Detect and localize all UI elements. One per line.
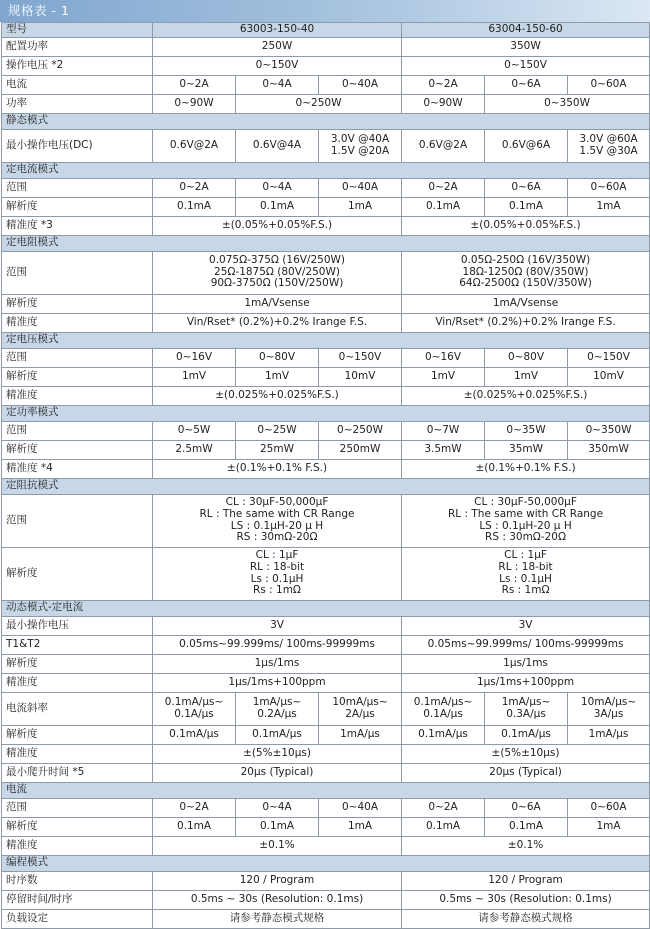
spec-cell: 3V	[153, 616, 402, 635]
spec-row	[2, 763, 650, 782]
spec-row	[2, 459, 650, 478]
section-header	[2, 162, 650, 178]
row-label: 解析度	[2, 367, 153, 386]
spec-cell: 2.5mW	[153, 440, 236, 459]
cell-line: RL : The same with CR Range	[448, 508, 604, 520]
spec-cell: 1mA	[319, 817, 402, 836]
spec-cell: 1mA/Vsense	[153, 294, 402, 313]
spec-cell: 0~350W	[485, 94, 650, 113]
spec-cell: 0~5W	[153, 421, 236, 440]
spec-cell: 0~60A	[568, 75, 650, 94]
spec-cell: 1mV	[236, 367, 319, 386]
spec-row	[2, 94, 650, 113]
spec-cell	[236, 692, 319, 725]
spec-cell: 1mV	[402, 367, 485, 386]
spec-cell	[153, 692, 236, 725]
spec-row	[2, 56, 650, 75]
spec-cell: 请参考静态模式规格	[153, 909, 402, 928]
row-label: 范围	[2, 421, 153, 440]
spec-cell: 1mA	[568, 817, 650, 836]
spec-cell: 1μs/1ms	[153, 654, 402, 673]
row-label: 配置功率	[2, 37, 153, 56]
cell-line: CL : 1μF	[504, 549, 547, 562]
row-label: 精准度	[2, 313, 153, 332]
spec-row	[2, 75, 650, 94]
cell-line: 25Ω-1875Ω (80V/250W)	[214, 265, 340, 278]
row-label: 负载设定	[2, 909, 153, 928]
row-label: T1&T2	[2, 635, 153, 654]
spec-cell: 10mV	[568, 367, 650, 386]
spec-table	[1, 22, 650, 929]
spec-cell: 0.1mA	[402, 817, 485, 836]
spec-row	[2, 440, 650, 459]
row-label: 停留时间/时序	[2, 890, 153, 909]
spec-cell: ±0.1%	[153, 836, 402, 855]
spec-cell: 0.6V@2A	[153, 129, 236, 162]
spec-cell: 0.5ms ~ 30s (Resolution: 0.1ms)	[153, 890, 402, 909]
spec-row	[2, 673, 650, 692]
spec-cell: 0.6V@6A	[485, 129, 568, 162]
row-label: 解析度	[2, 197, 153, 216]
cell-line: 0.1A/μs	[423, 707, 463, 720]
cell-line: CL : 30μF-50,000μF	[225, 496, 329, 509]
row-label: 精准度 *4	[2, 459, 153, 478]
spec-row	[2, 616, 650, 635]
spec-row	[2, 725, 650, 744]
spec-cell: 0.1mA	[402, 197, 485, 216]
spec-cell: 0~16V	[402, 348, 485, 367]
row-label: 解析度	[2, 294, 153, 313]
spec-cell: 0~150V	[153, 56, 402, 75]
spec-cell	[402, 251, 650, 294]
row-label: 最小操作电压(DC)	[2, 129, 153, 162]
spec-cell: 0~6A	[485, 798, 568, 817]
cell-line: 0.1A/μs	[174, 707, 214, 720]
spec-cell: 120 / Program	[402, 871, 650, 890]
row-label: 解析度	[2, 654, 153, 673]
section-header	[2, 782, 650, 798]
spec-cell: 0~150V	[319, 348, 402, 367]
spec-table-body	[2, 23, 650, 929]
spec-cell: ±(5%±10μs)	[402, 744, 650, 763]
spec-cell: 0~2A	[402, 75, 485, 94]
cell-line: Rs : 1mΩ	[501, 584, 550, 597]
spec-cell: 0~150V	[402, 56, 650, 75]
spec-row	[2, 313, 650, 332]
row-label: 解析度	[2, 725, 153, 744]
row-label: 操作电压 *2	[2, 56, 153, 75]
spec-row	[2, 871, 650, 890]
section-header	[2, 478, 650, 494]
section-header	[2, 332, 650, 348]
row-label: 电流	[2, 75, 153, 94]
spec-cell: 1mA	[319, 197, 402, 216]
row-label: 最小爬升时间 *5	[2, 763, 153, 782]
spec-cell: ±(0.05%+0.05%F.S.)	[153, 216, 402, 235]
row-label: 解析度	[2, 547, 153, 600]
spec-cell	[568, 692, 650, 725]
cell-line: RL : 18-bit	[498, 561, 553, 573]
spec-cell: 0~4A	[236, 798, 319, 817]
spec-cell: ±(0.1%+0.1% F.S.)	[402, 459, 650, 478]
page-title: 规格表 - 1	[0, 0, 650, 22]
spec-cell: 3V	[402, 616, 650, 635]
spec-cell: 1mA/μs	[568, 725, 650, 744]
spec-cell	[153, 251, 402, 294]
spec-cell: 3.5mW	[402, 440, 485, 459]
spec-cell: 350mW	[568, 440, 650, 459]
spec-cell: 350W	[402, 37, 650, 56]
spec-row	[2, 216, 650, 235]
spec-cell: 1μs/1ms+100ppm	[153, 673, 402, 692]
spec-row	[2, 348, 650, 367]
cell-line: Rs : 1mΩ	[253, 584, 301, 597]
spec-cell: 0~60A	[568, 178, 650, 197]
spec-cell: 0.1mA	[485, 817, 568, 836]
spec-cell: 0~90W	[153, 94, 236, 113]
spec-cell: 0~6A	[485, 75, 568, 94]
spec-cell: 1mA/Vsense	[402, 294, 650, 313]
spec-row	[2, 251, 650, 294]
cell-line: 0.075Ω-375Ω (16V/250W)	[209, 254, 345, 267]
cell-line: RL : The same with CR Range	[199, 508, 355, 520]
spec-cell: 0~2A	[402, 178, 485, 197]
section-title: 编程模式	[2, 855, 650, 871]
section-title: 定功率模式	[2, 405, 650, 421]
spec-cell	[402, 692, 485, 725]
section-header	[2, 855, 650, 871]
cell-line: 1.5V @20A	[330, 144, 390, 157]
spec-cell: 20μs (Typical)	[402, 763, 650, 782]
cell-line: 3.0V @40A	[330, 133, 390, 145]
spec-cell: 请参考静态模式规格	[402, 909, 650, 928]
spec-cell: 0~2A	[402, 798, 485, 817]
cell-line: 18Ω-1250Ω (80V/350W)	[462, 265, 589, 278]
cell-line: 64Ω-2500Ω (150V/350W)	[459, 277, 592, 290]
row-label: 精准度	[2, 673, 153, 692]
spec-cell: 0~90W	[402, 94, 485, 113]
cell-line: 0.3A/μs	[506, 707, 546, 720]
spec-row	[2, 654, 650, 673]
section-title: 电流	[2, 782, 650, 798]
spec-cell: 0~2A	[153, 75, 236, 94]
section-header	[2, 113, 650, 129]
cell-line: LS : 0.1μH-20 μ H	[479, 519, 572, 532]
cell-line: 2A/μs	[345, 707, 375, 720]
spec-row	[2, 178, 650, 197]
spec-cell: 0.1mA/μs	[402, 725, 485, 744]
spec-row	[2, 547, 650, 600]
section-header	[2, 405, 650, 421]
cell-line: 10mA/μs~	[332, 696, 388, 708]
spec-cell: 0~60A	[568, 798, 650, 817]
section-title: 定电压模式	[2, 332, 650, 348]
cell-line: 10mA/μs~	[580, 696, 637, 708]
cell-line: CL : 1μF	[255, 549, 299, 562]
row-label: 解析度	[2, 440, 153, 459]
spec-cell: 0.6V@4A	[236, 129, 319, 162]
row-label: 最小操作电压	[2, 616, 153, 635]
spec-cell: 0.1mA/μs	[236, 725, 319, 744]
cell-line: CL : 30μF-50,000μF	[474, 496, 577, 509]
spec-cell: 120 / Program	[153, 871, 402, 890]
spec-cell: 0.5ms ~ 30s (Resolution: 0.1ms)	[402, 890, 650, 909]
spec-cell: 0~35W	[485, 421, 568, 440]
cell-line: 0.2A/μs	[257, 707, 297, 720]
spec-cell: ±(5%±10μs)	[153, 744, 402, 763]
spec-cell: 250mW	[319, 440, 402, 459]
spec-cell: 1μs/1ms+100ppm	[402, 673, 650, 692]
cell-line: Ls : 0.1μH	[250, 572, 304, 585]
cell-line: 3.0V @60A	[579, 133, 638, 145]
spec-row	[2, 798, 650, 817]
spec-row	[2, 817, 650, 836]
spec-row	[2, 294, 650, 313]
row-label: 时序数	[2, 871, 153, 890]
spec-row	[2, 197, 650, 216]
cell-line: RS : 30mΩ-20Ω	[485, 531, 566, 544]
row-label: 解析度	[2, 817, 153, 836]
spec-cell: ±0.1%	[402, 836, 650, 855]
spec-cell: 0.6V@2A	[402, 129, 485, 162]
spec-cell: 0~40A	[319, 178, 402, 197]
spec-row	[2, 635, 650, 654]
cell-line: 90Ω-3750Ω (150V/250W)	[210, 277, 344, 290]
row-label: 精准度	[2, 744, 153, 763]
spec-cell: 25mW	[236, 440, 319, 459]
row-label: 范围	[2, 251, 153, 294]
cell-line: 0.1mA/μs~	[413, 696, 473, 708]
spec-cell	[153, 494, 402, 547]
spec-cell: 0.05ms~99.999ms/ 100ms-99999ms	[402, 635, 650, 654]
spec-cell: Vin/Rset* (0.2%)+0.2% Irange F.S.	[402, 313, 650, 332]
cell-line: 0.05Ω-250Ω (16V/350W)	[460, 254, 591, 267]
spec-cell: 0~2A	[153, 798, 236, 817]
spec-cell: 0.1mA	[236, 197, 319, 216]
spec-row	[2, 744, 650, 763]
spec-row	[2, 421, 650, 440]
cell-line: LS : 0.1μH-20 μ H	[230, 519, 324, 532]
spec-cell: 0~150V	[568, 348, 650, 367]
spec-cell: 0~4A	[236, 75, 319, 94]
spec-cell: 1mA/μs	[319, 725, 402, 744]
spec-row	[2, 836, 650, 855]
section-title: 定电阻模式	[2, 235, 650, 251]
spec-cell: 0~250W	[236, 94, 402, 113]
cell-line: 0.1mA/μs~	[164, 696, 224, 708]
spec-cell: ±(0.025%+0.025%F.S.)	[153, 386, 402, 405]
model-63003: 63003-150-40	[153, 23, 402, 38]
cell-line: 3A/μs	[593, 707, 624, 720]
spec-cell	[319, 692, 402, 725]
spec-cell	[402, 494, 650, 547]
spec-cell: 250W	[153, 37, 402, 56]
spec-cell: ±(0.025%+0.025%F.S.)	[402, 386, 650, 405]
spec-cell: ±(0.05%+0.05%F.S.)	[402, 216, 650, 235]
row-label: 精准度 *3	[2, 216, 153, 235]
model-63004: 63004-150-60	[402, 23, 650, 38]
model-label: 型号	[2, 23, 153, 38]
spec-row	[2, 692, 650, 725]
spec-cell: 10mV	[319, 367, 402, 386]
row-label: 范围	[2, 178, 153, 197]
spec-cell: 0~6A	[485, 178, 568, 197]
spec-cell	[402, 547, 650, 600]
cell-line: RL : 18-bit	[249, 561, 305, 573]
spec-cell: 0~350W	[568, 421, 650, 440]
cell-line: Ls : 0.1μH	[499, 572, 552, 585]
spec-row	[2, 129, 650, 162]
spec-cell: 0~250W	[319, 421, 402, 440]
spec-cell: 0~2A	[153, 178, 236, 197]
spec-cell: 1mV	[153, 367, 236, 386]
spec-cell: 1μs/1ms	[402, 654, 650, 673]
spec-row	[2, 909, 650, 928]
cell-line: 1mA/μs~	[501, 696, 551, 708]
cell-line: 1mA/μs~	[252, 696, 302, 708]
spec-cell: 0~40A	[319, 798, 402, 817]
section-header	[2, 600, 650, 616]
spec-cell	[153, 547, 402, 600]
section-title: 定电流模式	[2, 162, 650, 178]
spec-cell: 0~40A	[319, 75, 402, 94]
spec-cell: 35mW	[485, 440, 568, 459]
spec-row	[2, 386, 650, 405]
spec-cell: 0.1mA	[236, 817, 319, 836]
spec-row	[2, 367, 650, 386]
section-header	[2, 235, 650, 251]
cell-line: RS : 30mΩ-20Ω	[236, 531, 318, 544]
row-label: 功率	[2, 94, 153, 113]
spec-cell: 0.1mA	[485, 197, 568, 216]
spec-cell: ±(0.1%+0.1% F.S.)	[153, 459, 402, 478]
spec-row	[2, 890, 650, 909]
cell-line: 1.5V @30A	[579, 144, 638, 157]
spec-cell: 0~80V	[485, 348, 568, 367]
spec-cell	[485, 692, 568, 725]
spec-cell: 0.1mA/μs	[485, 725, 568, 744]
spec-cell: 0~4A	[236, 178, 319, 197]
row-label: 范围	[2, 348, 153, 367]
spec-cell: 0~25W	[236, 421, 319, 440]
spec-cell	[319, 129, 402, 162]
spec-row	[2, 494, 650, 547]
model-header-row	[2, 23, 650, 38]
spec-cell	[568, 129, 650, 162]
spec-cell: 0.1mA	[153, 817, 236, 836]
section-title: 动态模式-定电流	[2, 600, 650, 616]
spec-cell: 0~7W	[402, 421, 485, 440]
spec-cell: Vin/Rset* (0.2%)+0.2% Irange F.S.	[153, 313, 402, 332]
spec-cell: 1mV	[485, 367, 568, 386]
spec-cell: 20μs (Typical)	[153, 763, 402, 782]
row-label: 精准度	[2, 386, 153, 405]
row-label: 范围	[2, 494, 153, 547]
spec-cell: 0~80V	[236, 348, 319, 367]
spec-cell: 0~16V	[153, 348, 236, 367]
row-label: 范围	[2, 798, 153, 817]
spec-row	[2, 37, 650, 56]
row-label: 精准度	[2, 836, 153, 855]
spec-cell: 0.1mA/μs	[153, 725, 236, 744]
section-title: 定阻抗模式	[2, 478, 650, 494]
row-label: 电流斜率	[2, 692, 153, 725]
spec-cell: 0.05ms~99.999ms/ 100ms-99999ms	[153, 635, 402, 654]
spec-cell: 1mA	[568, 197, 650, 216]
section-title: 静态模式	[2, 113, 650, 129]
spec-cell: 0.1mA	[153, 197, 236, 216]
